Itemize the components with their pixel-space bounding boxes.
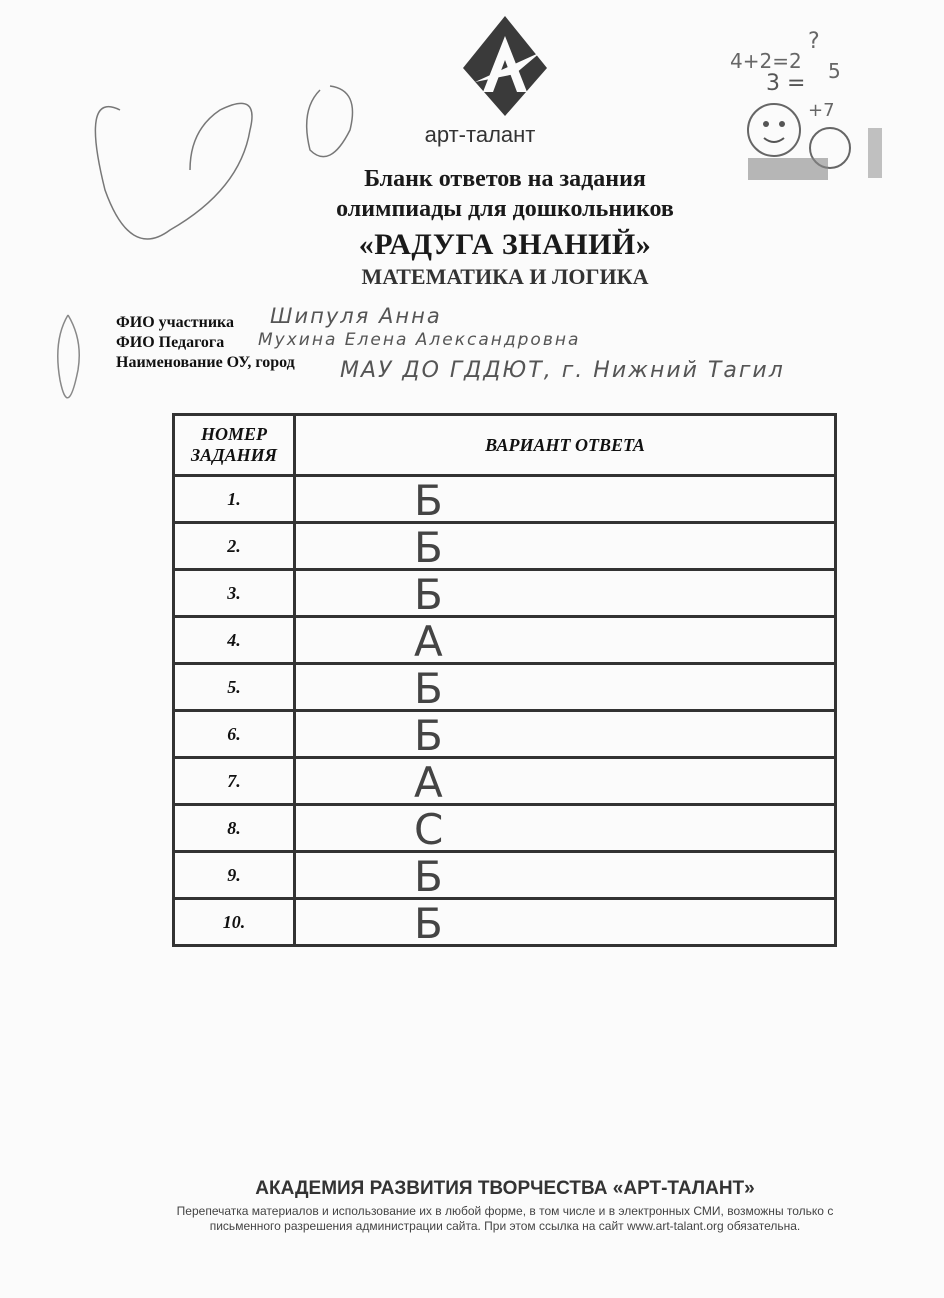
participant-label: ФИО участника (116, 314, 235, 331)
form-title-line-2: олимпиады для дошкольников (336, 196, 674, 222)
teacher-label: ФИО Педагога (116, 334, 225, 351)
answer-table (172, 413, 837, 947)
answer-cell (295, 664, 836, 711)
svg-text:4+2=2: 4+2=2 (730, 49, 802, 73)
footer-notice (140, 1204, 870, 1234)
answer-cell (295, 570, 836, 617)
task-number: 3. (174, 570, 295, 617)
institution-label: Наименование ОУ, город (116, 354, 295, 371)
subject-name: МАТЕМАТИКА И ЛОГИКА (361, 264, 649, 289)
kids-math-illustration-icon (718, 18, 898, 188)
table-row (174, 805, 836, 852)
answer-value: С (414, 805, 444, 854)
hand-drawn-loop-doodle-icon (48, 310, 88, 420)
svg-text:+7: +7 (808, 100, 835, 121)
task-number: 7. (174, 758, 295, 805)
table-row (174, 523, 836, 570)
svg-text:3 =: 3 = (766, 71, 806, 96)
svg-text:?: ? (808, 29, 820, 54)
table-row (174, 899, 836, 946)
answer-value: Б (414, 476, 443, 525)
svg-text:5: 5 (828, 59, 841, 83)
task-number: 6. (174, 711, 295, 758)
task-number: 2. (174, 523, 295, 570)
answer-cell (295, 711, 836, 758)
answer-cell (295, 523, 836, 570)
table-row (174, 758, 836, 805)
number-column-header (174, 415, 295, 476)
number-column-header-line-1: НОМЕР (200, 424, 267, 444)
task-number: 10. (174, 899, 295, 946)
answer-cell (295, 805, 836, 852)
institution-value: МАУ ДО ГДДЮТ, г. Нижний Тагил (340, 358, 785, 383)
footer-notice-line-2: письменного разрешения администрации сайта. При этом ссылка на сайт www.art-talant.org обязательна. (209, 1219, 801, 1233)
table-row (174, 664, 836, 711)
table-row (174, 852, 836, 899)
answer-cell (295, 617, 836, 664)
table-row (174, 711, 836, 758)
answer-cell (295, 899, 836, 946)
table-header-row (174, 415, 836, 476)
participant-value: Шипуля Анна (270, 304, 442, 328)
task-number: 4. (174, 617, 295, 664)
art-talant-logo-icon (455, 12, 555, 122)
task-number: 8. (174, 805, 295, 852)
table-row (174, 476, 836, 523)
answer-value: Б (414, 570, 443, 619)
answer-value: Б (414, 711, 443, 760)
answer-column-header: ВАРИАНТ ОТВЕТА (295, 415, 836, 476)
table-row (174, 617, 836, 664)
task-number: 9. (174, 852, 295, 899)
task-number: 5. (174, 664, 295, 711)
answer-value: Б (414, 664, 443, 713)
teacher-value: Мухина Елена Александровна (258, 330, 581, 350)
answer-cell (295, 758, 836, 805)
answer-cell (295, 852, 836, 899)
answer-value: Б (414, 899, 443, 948)
footer-notice-line-1: Перепечатка материалов и использование их в любой форме, в том числе и в электронных СМИ, возможны только с (176, 1204, 834, 1218)
answer-cell (295, 476, 836, 523)
task-number: 1. (174, 476, 295, 523)
form-title-line-1: Бланк ответов на задания (364, 166, 646, 192)
answer-value: Б (414, 852, 443, 901)
number-column-header-line-2: ЗАДАНИЯ (190, 445, 278, 465)
brand-name: арт-талант (424, 122, 536, 147)
table-row (174, 570, 836, 617)
answer-value: Б (414, 523, 443, 572)
olympiad-name: «РАДУГА ЗНАНИЙ» (358, 228, 652, 261)
footer-heading: АКАДЕМИЯ РАЗВИТИЯ ТВОРЧЕСТВА «АРТ-ТАЛАНТ» (255, 1178, 755, 1199)
answer-value: А (414, 617, 443, 666)
answer-value: А (414, 758, 443, 807)
